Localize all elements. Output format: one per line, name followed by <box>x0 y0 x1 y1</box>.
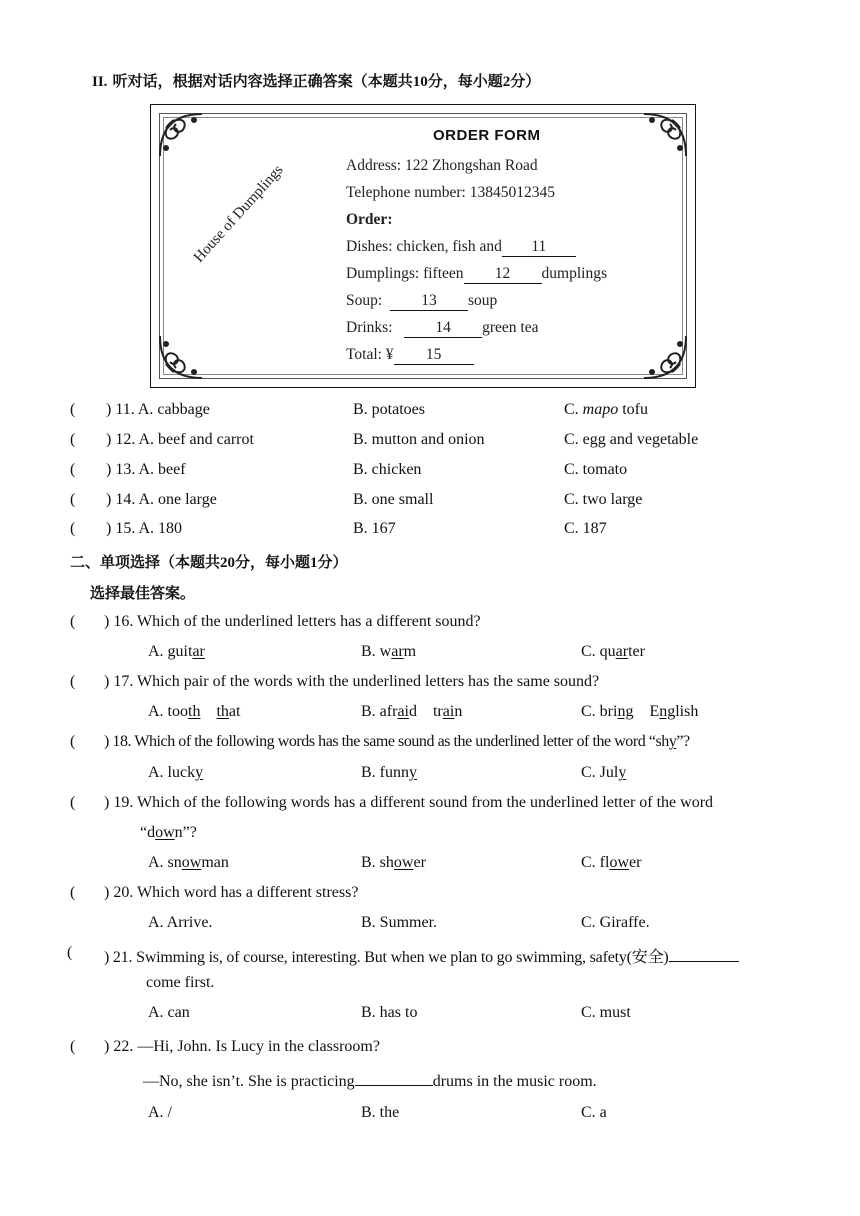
dishes-prefix: Dishes: chicken, fish and <box>346 238 502 255</box>
q17-option-a: A. tooth that <box>148 703 241 720</box>
section-roman: II. <box>92 74 108 90</box>
q21-option-c: C. must <box>581 1004 631 1021</box>
section-mid: 分，每小题 <box>427 72 503 90</box>
section-instruction: 选择最佳答案。 <box>90 584 196 602</box>
restaurant-name: House of Dumplings <box>191 162 287 266</box>
listening-q12-c: C. egg and vegetable <box>564 431 699 448</box>
paren-13: ( <box>70 461 76 478</box>
blank-12: 12 <box>464 265 542 284</box>
blank-21 <box>669 947 739 962</box>
q21-option-b: B. has to <box>361 1004 418 1021</box>
q22-option-c: C. a <box>581 1104 607 1121</box>
paren-16: ( <box>70 613 76 630</box>
listening-q13-b: B. chicken <box>353 461 422 478</box>
section-tail: 分） <box>510 72 541 90</box>
q22-option-b: B. the <box>361 1104 400 1121</box>
question-19-cont: “down”? <box>140 824 197 841</box>
q17-option-b: B. afraid train <box>361 703 463 720</box>
paren-17: ( <box>70 673 76 690</box>
q19-option-a: A. snowman <box>148 854 229 871</box>
blank-22 <box>355 1071 433 1086</box>
order-dishes <box>346 238 576 257</box>
drinks-suffix: green tea <box>482 319 539 336</box>
q19-option-b: B. shower <box>361 854 426 871</box>
paren-20: ( <box>70 884 76 901</box>
order-total <box>346 346 474 365</box>
corner-ornament-icon <box>154 108 208 162</box>
blank-14: 14 <box>404 319 482 338</box>
total-prefix: Total: ¥ <box>346 346 394 363</box>
question-22: ) 22. —Hi, John. Is Lucy in the classroom? <box>104 1038 380 1055</box>
listening-q13: ) 13. A. beef <box>106 461 186 478</box>
order-telephone: Telephone number: 13845012345 <box>346 184 555 201</box>
listening-q11: ) 11. A. cabbage <box>106 401 210 418</box>
blank-13: 13 <box>390 292 468 311</box>
q19-option-c: C. flower <box>581 854 642 871</box>
listening-q15: ) 15. A. 180 <box>106 520 182 537</box>
order-address: Address: 122 Zhongshan Road <box>346 157 538 174</box>
drinks-prefix: Drinks: <box>346 319 393 336</box>
order-drinks <box>346 319 539 338</box>
listening-q13-c: C. tomato <box>564 461 628 478</box>
listening-q15-b: B. 167 <box>353 520 396 537</box>
q22-option-a: A. / <box>148 1104 172 1121</box>
question-20: ) 20. Which word has a different stress? <box>104 884 359 901</box>
question-21: ) 21. Swimming is, of course, interesting. But when we plan to go swimming, safety(安全) <box>104 944 739 967</box>
corner-ornament-icon <box>638 108 692 162</box>
listening-q12: ) 12. A. beef and carrot <box>106 431 254 448</box>
q18-option-b: B. funny <box>361 764 417 781</box>
section-heading-single-choice: 二、单项选择（本题共20分，每小题1分） <box>70 553 348 571</box>
listening-q11-c: C. mapo tofu <box>564 401 649 418</box>
order-label: Order: <box>346 211 393 228</box>
listening-q11-b: B. potatoes <box>353 401 425 418</box>
paren-15: ( <box>70 520 76 537</box>
order-dumplings <box>346 265 607 284</box>
q20-option-c: C. Giraffe. <box>581 914 650 931</box>
paren-14: ( <box>70 491 76 508</box>
paren-21: ( <box>67 944 73 961</box>
corner-ornament-icon <box>154 330 208 384</box>
order-soup <box>346 292 497 311</box>
q18-option-a: A. lucky <box>148 764 204 781</box>
section-points: 10 <box>412 74 428 90</box>
q20-option-a: A. Arrive. <box>148 914 213 931</box>
paren-19: ( <box>70 794 76 811</box>
listening-q12-b: B. mutton and onion <box>353 431 485 448</box>
section-each: 2 <box>502 74 511 90</box>
question-18: ) 18. Which of the following words has the same sound as the underlined letter of the word “shy”? <box>104 733 690 750</box>
dumplings-prefix: Dumplings: fifteen <box>346 265 464 282</box>
q20-option-b: B. Summer. <box>361 914 438 931</box>
q16-option-b: B. warm <box>361 643 417 660</box>
q16-option-a: A. guitar <box>148 643 205 660</box>
listening-q14-c: C. two large <box>564 491 643 508</box>
soup-suffix: soup <box>467 292 498 309</box>
order-form <box>150 104 696 388</box>
question-21-cont: come first. <box>146 974 215 991</box>
question-22-line2: —No, she isn’t. She is practicing drums in the music room. <box>143 1073 597 1090</box>
corner-ornament-icon <box>638 330 692 384</box>
listening-q15-c: C. 187 <box>564 520 607 537</box>
question-19: ) 19. Which of the following words has a different sound from the underlined letter of the word <box>104 794 714 811</box>
paren-22: ( <box>70 1038 76 1055</box>
q18-option-c: C. July <box>581 764 627 781</box>
question-17: ) 17. Which pair of the words with the underlined letters has the same sound? <box>104 673 600 690</box>
listening-q14: ) 14. A. one large <box>106 491 217 508</box>
dumplings-suffix: dumplings <box>541 265 607 282</box>
paren-12: ( <box>70 431 76 448</box>
question-16: ) 16. Which of the underlined letters has a different sound? <box>104 613 481 630</box>
blank-15: 15 <box>394 346 474 365</box>
section-title: 听对话，根据对话内容选择正确答案（本题共 <box>112 72 413 90</box>
soup-prefix: Soup: <box>346 292 383 309</box>
order-form-title: ORDER FORM <box>433 127 541 144</box>
section-heading-listening <box>92 70 540 91</box>
paren-18: ( <box>70 733 76 750</box>
q21-option-a: A. can <box>148 1004 190 1021</box>
blank-11: 11 <box>502 238 576 257</box>
listening-q14-b: B. one small <box>353 491 434 508</box>
q17-option-c: C. bring English <box>581 703 699 720</box>
q16-option-c: C. quarter <box>581 643 645 660</box>
paren-11: ( <box>70 401 76 418</box>
